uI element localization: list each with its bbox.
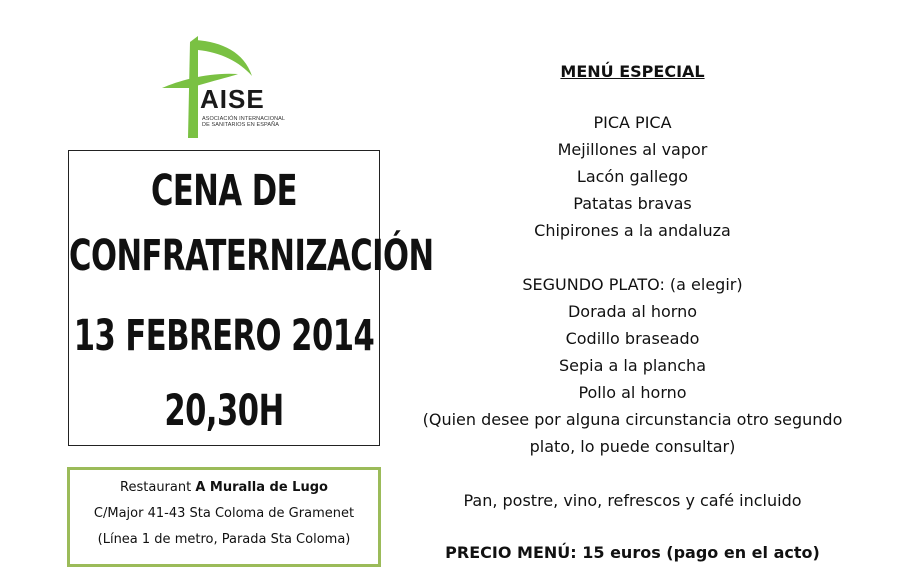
restaurant-transport: (Línea 1 de metro, Parada Sta Coloma) (97, 532, 351, 547)
main-item: Sepia a la plancha (558, 356, 706, 375)
menu-included: Pan, postre, vino, refrescos y café incluido (463, 491, 802, 510)
starter-item: Chipirones a la andaluza (534, 221, 731, 240)
main-item: Codillo braseado (565, 329, 700, 348)
starter-item: Mejillones al vapor (557, 140, 708, 159)
logo-subtitle: ASOCIACIÓN INTERNACIONAL DE SANITARIOS EN ESPAÑA (202, 116, 285, 128)
main-item: Dorada al horno (567, 302, 698, 321)
menu-title: MENÚ ESPECIAL (560, 62, 705, 81)
main-item: Pollo al horno (578, 383, 687, 402)
event-box (68, 150, 434, 446)
price-label: PRECIO MENÚ: (445, 543, 577, 562)
restaurant-prefix: Restaurant (120, 480, 192, 495)
starter-heading: PICA PICA (593, 113, 672, 132)
restaurant-name: A Muralla de Lugo (195, 480, 328, 495)
logo-text: AISE (200, 84, 265, 114)
event-date: 13 FEBRERO 2014 (73, 311, 375, 361)
aise-logo (160, 30, 285, 142)
price-value: 15 euros (pago en el acto) (582, 543, 820, 562)
starter-item: Patatas bravas (573, 194, 692, 213)
restaurant-line (70, 475, 378, 501)
menu-price (400, 539, 865, 566)
menu-note: plato, lo puede consultar) (529, 437, 736, 456)
event-time: 20,30H (164, 386, 284, 436)
event-title-line2: CONFRATERNIZACIÓN (69, 231, 434, 281)
event-title-line1: CENA DE (150, 166, 298, 216)
starter-item: Lacón gallego (576, 167, 689, 186)
main-heading: SEGUNDO PLATO: (a elegir) (522, 275, 743, 294)
address-box (67, 467, 381, 567)
menu-note: (Quien desee por alguna circunstancia otro segundo (422, 410, 843, 429)
menu (400, 58, 865, 566)
restaurant-street: C/Major 41-43 Sta Coloma de Gramenet (93, 506, 355, 521)
